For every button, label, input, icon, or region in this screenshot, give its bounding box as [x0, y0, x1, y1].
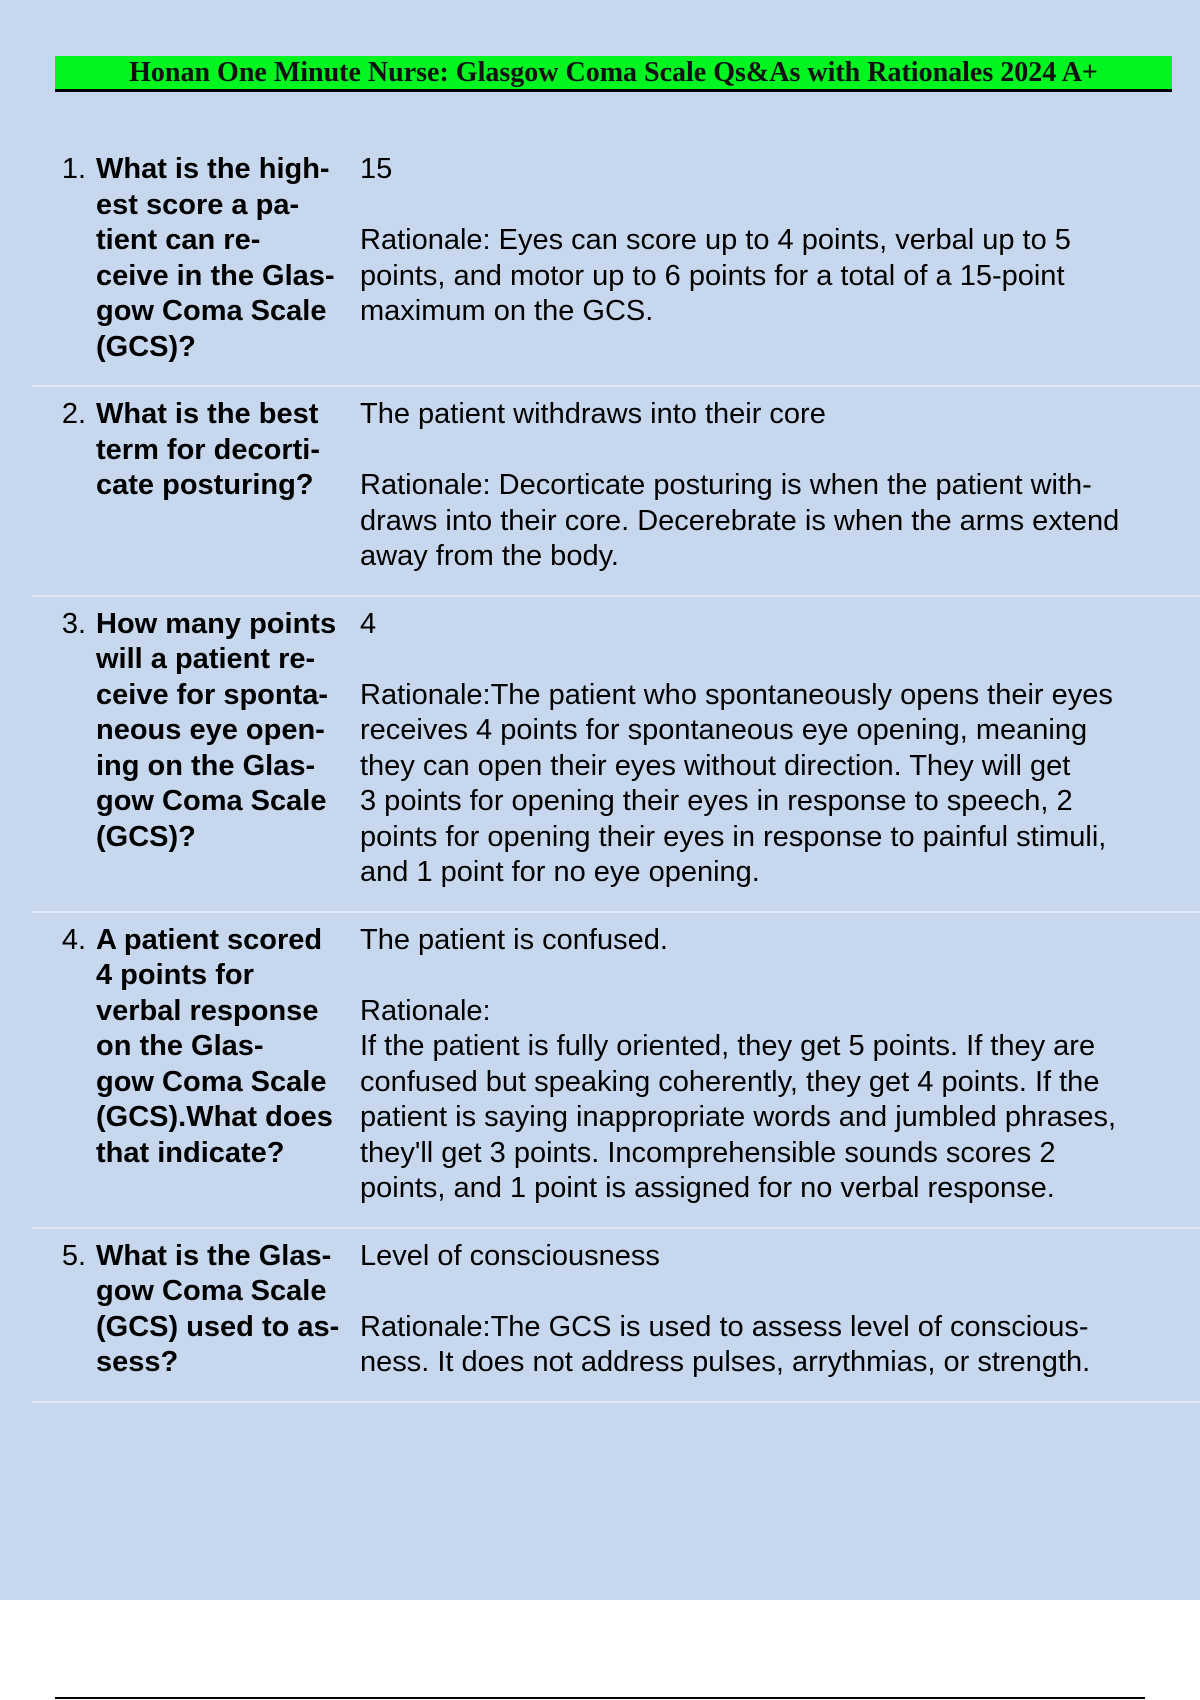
- question-text: [86, 397, 360, 575]
- question-line: verbal response: [96, 994, 319, 1027]
- qa-item: [32, 923, 1200, 1229]
- qa-list: [32, 152, 1200, 1413]
- answer-block: [360, 607, 1190, 891]
- document-title-banner: [55, 56, 1172, 92]
- question-line: gow Coma Scale: [96, 785, 327, 817]
- answer-spacer: [360, 188, 1190, 224]
- answer-block: [360, 923, 1190, 1207]
- question-line: (GCS)?: [96, 330, 196, 363]
- rationale-line: points, and 1 point is assigned for no verbal response.: [360, 1172, 1055, 1204]
- rationale-line: If the patient is fully oriented, they get 5 points. If they are: [360, 1030, 1096, 1062]
- question-line: gow Coma Scale: [96, 1065, 327, 1098]
- rationale-line: patient is saying inappropriate words and jumbled phrases,: [360, 1101, 1117, 1133]
- answer-spacer: [360, 642, 1190, 678]
- rationale-line: maximum on the GCS.: [360, 295, 654, 327]
- question-number: 3.: [61, 607, 86, 640]
- footer-rule: [55, 1697, 1145, 1699]
- rationale-line: ness. It does not address pulses, arrythmias, or strength.: [360, 1346, 1091, 1378]
- question-line: ing on the Glas-: [96, 749, 316, 782]
- answer-text: Level of consciousness: [360, 1239, 660, 1272]
- question-line: How many points: [96, 607, 337, 640]
- question-text: [86, 152, 360, 365]
- question-text: [86, 607, 360, 891]
- question-line: term for decorti-: [96, 433, 320, 466]
- question-line: gow Coma Scale: [96, 295, 327, 327]
- question-line: gow Coma Scale: [96, 1275, 327, 1307]
- qa-item: [32, 1239, 1200, 1403]
- rationale-line: points for opening their eyes in response to painful stimuli,: [360, 820, 1107, 853]
- question-line: cate posturing?: [96, 469, 314, 501]
- qa-item: [32, 397, 1200, 597]
- answer-block: [360, 1239, 1190, 1381]
- rationale-line: they can open their eyes without direction. They will get: [360, 749, 1071, 782]
- question-number: 5.: [61, 1239, 86, 1272]
- answer-block: [360, 397, 1190, 575]
- question-number: 1.: [61, 153, 86, 185]
- question-number: 4.: [61, 923, 86, 956]
- qa-item: [32, 152, 1200, 387]
- rationale-line: points, and motor up to 6 points for a total of a 15-point: [360, 259, 1065, 292]
- question-line: will a patient re-: [96, 643, 316, 675]
- answer-text: 4: [360, 607, 377, 640]
- rationale-line: Rationale:: [360, 994, 491, 1027]
- question-line: What is the Glas-: [96, 1239, 332, 1272]
- question-line: ceive in the Glas-: [96, 259, 335, 292]
- question-line: neous eye open-: [96, 714, 325, 746]
- rationale-line: Rationale:The patient who spontaneously opens their eyes: [360, 678, 1113, 711]
- question-number: 2.: [61, 398, 86, 430]
- question-line: that indicate?: [96, 1136, 285, 1169]
- question-line: tient can re-: [96, 224, 261, 256]
- question-text: [86, 923, 360, 1207]
- question-line: sess?: [96, 1346, 179, 1378]
- question-line: (GCS)?: [96, 820, 196, 853]
- answer-spacer: [360, 433, 1190, 469]
- rationale-line: 3 points for opening their eyes in response to speech, 2: [360, 785, 1073, 817]
- qa-item: [32, 607, 1200, 913]
- rationale-line: confused but speaking coherently, they get 4 points. If the: [360, 1065, 1100, 1098]
- rationale-line: they'll get 3 points. Incomprehensible sounds scores 2: [360, 1136, 1056, 1169]
- question-line: 4 points for: [96, 959, 254, 991]
- answer-block: [360, 152, 1190, 365]
- rationale-line: and 1 point for no eye opening.: [360, 856, 760, 888]
- rationale-line: receives 4 points for spontaneous eye opening, meaning: [360, 714, 1088, 746]
- answer-spacer: [360, 1274, 1190, 1310]
- question-line: on the Glas-: [96, 1030, 264, 1062]
- question-line: What is the best: [96, 398, 319, 430]
- question-line: est score a pa-: [96, 188, 300, 221]
- rationale-line: Rationale: Decorticate posturing is when the patient with-: [360, 469, 1092, 501]
- rationale-line: away from the body.: [360, 540, 619, 572]
- answer-text: The patient is confused.: [360, 923, 668, 956]
- document-title: Honan One Minute Nurse: Glasgow Coma Scale Qs&As with Rationales 2024 A+: [129, 57, 1098, 88]
- question-line: (GCS).What does: [96, 1101, 333, 1133]
- rationale-line: Rationale: Eyes can score up to 4 points, verbal up to 5: [360, 224, 1071, 256]
- question-line: What is the high-: [96, 153, 330, 185]
- answer-text: 15: [360, 153, 393, 185]
- answer-text: The patient withdraws into their core: [360, 398, 826, 430]
- question-text: [86, 1239, 360, 1381]
- rationale-line: draws into their core. Decerebrate is when the arms extend: [360, 504, 1120, 537]
- question-line: (GCS) used to as-: [96, 1310, 340, 1343]
- question-line: ceive for sponta-: [96, 678, 329, 711]
- answer-spacer: [360, 958, 1190, 994]
- question-line: A patient scored: [96, 923, 323, 956]
- rationale-line: Rationale:The GCS is used to assess level of conscious-: [360, 1310, 1089, 1343]
